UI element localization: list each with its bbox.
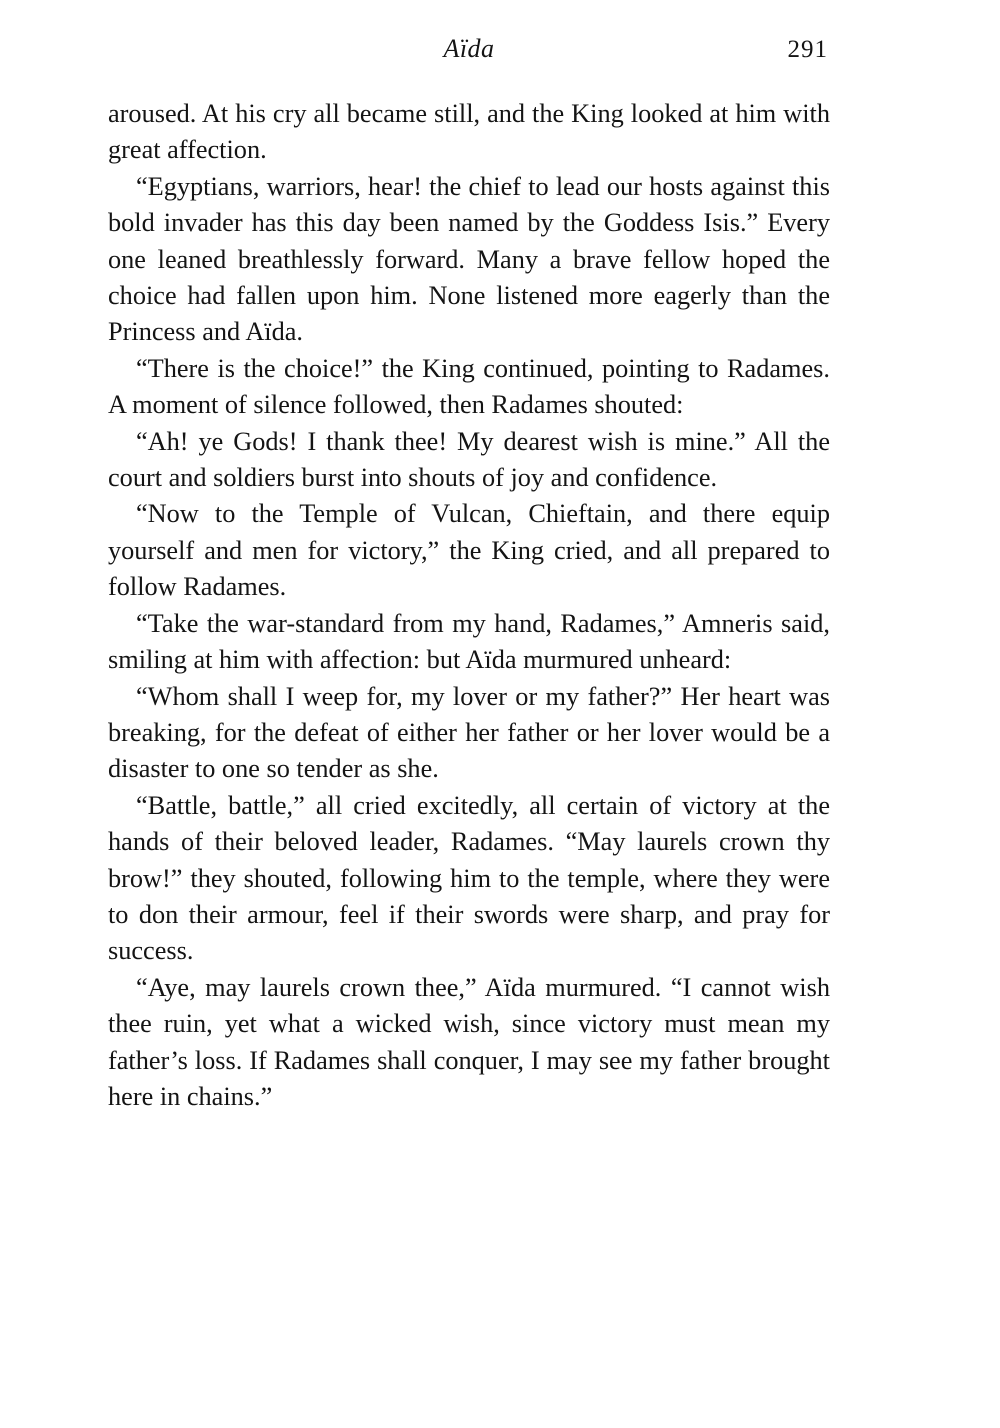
paragraph: “Egyptians, warriors, hear! the chief to lead our hosts against this bold invader has this day been named by the Goddess Isis.” Every one leaned breathlessly forward. Many a brave fellow hoped the choice had fallen upon him. None listened more eagerly than the Princess and Aïda. — [108, 171, 830, 347]
book-page — [108, 30, 830, 1115]
paragraph: “Ah! ye Gods! I thank thee! My dearest wish is mine.” All the court and soldiers burst into shouts of joy and confidence. — [108, 426, 830, 493]
paragraph: “Battle, battle,” all cried excitedly, all certain of victory at the hands of their beloved leader, Radames. “May laurels crown thy brow!” they shouted, following him to the temple, where they were to don their armour, feel if their swords were sharp, and pray for success. — [108, 790, 830, 966]
paragraph: “There is the choice!” the King continued, pointing to Radames. A moment of silence followed, then Radames shouted: — [108, 353, 830, 420]
paragraph: “Whom shall I weep for, my lover or my father?” Her heart was breaking, for the defeat of either her father or her lover would be a disaster to one so tender as she. — [108, 681, 830, 784]
page-header — [108, 30, 830, 74]
page-number: 291 — [787, 36, 828, 63]
paragraph: “Now to the Temple of Vulcan, Chieftain, and there equip yourself and men for victory,” the King cried, and all prepared to follow Radames. — [108, 499, 830, 602]
running-title: Aïda — [443, 34, 495, 63]
paragraph: aroused. At his cry all became still, and the King looked at him with great affection. — [108, 99, 830, 165]
paragraph: “Take the war-standard from my hand, Radames,” Amneris said, smiling at him with affection: but Aïda murmured unheard: — [108, 608, 830, 675]
paragraph: “Aye, may laurels crown thee,” Aïda murmured. “I cannot wish thee ruin, yet what a wicked wish, since victory must mean my father’s loss. If Radames shall conquer, I may see my father brought here in chains.” — [108, 972, 830, 1111]
body-text — [108, 96, 830, 1115]
